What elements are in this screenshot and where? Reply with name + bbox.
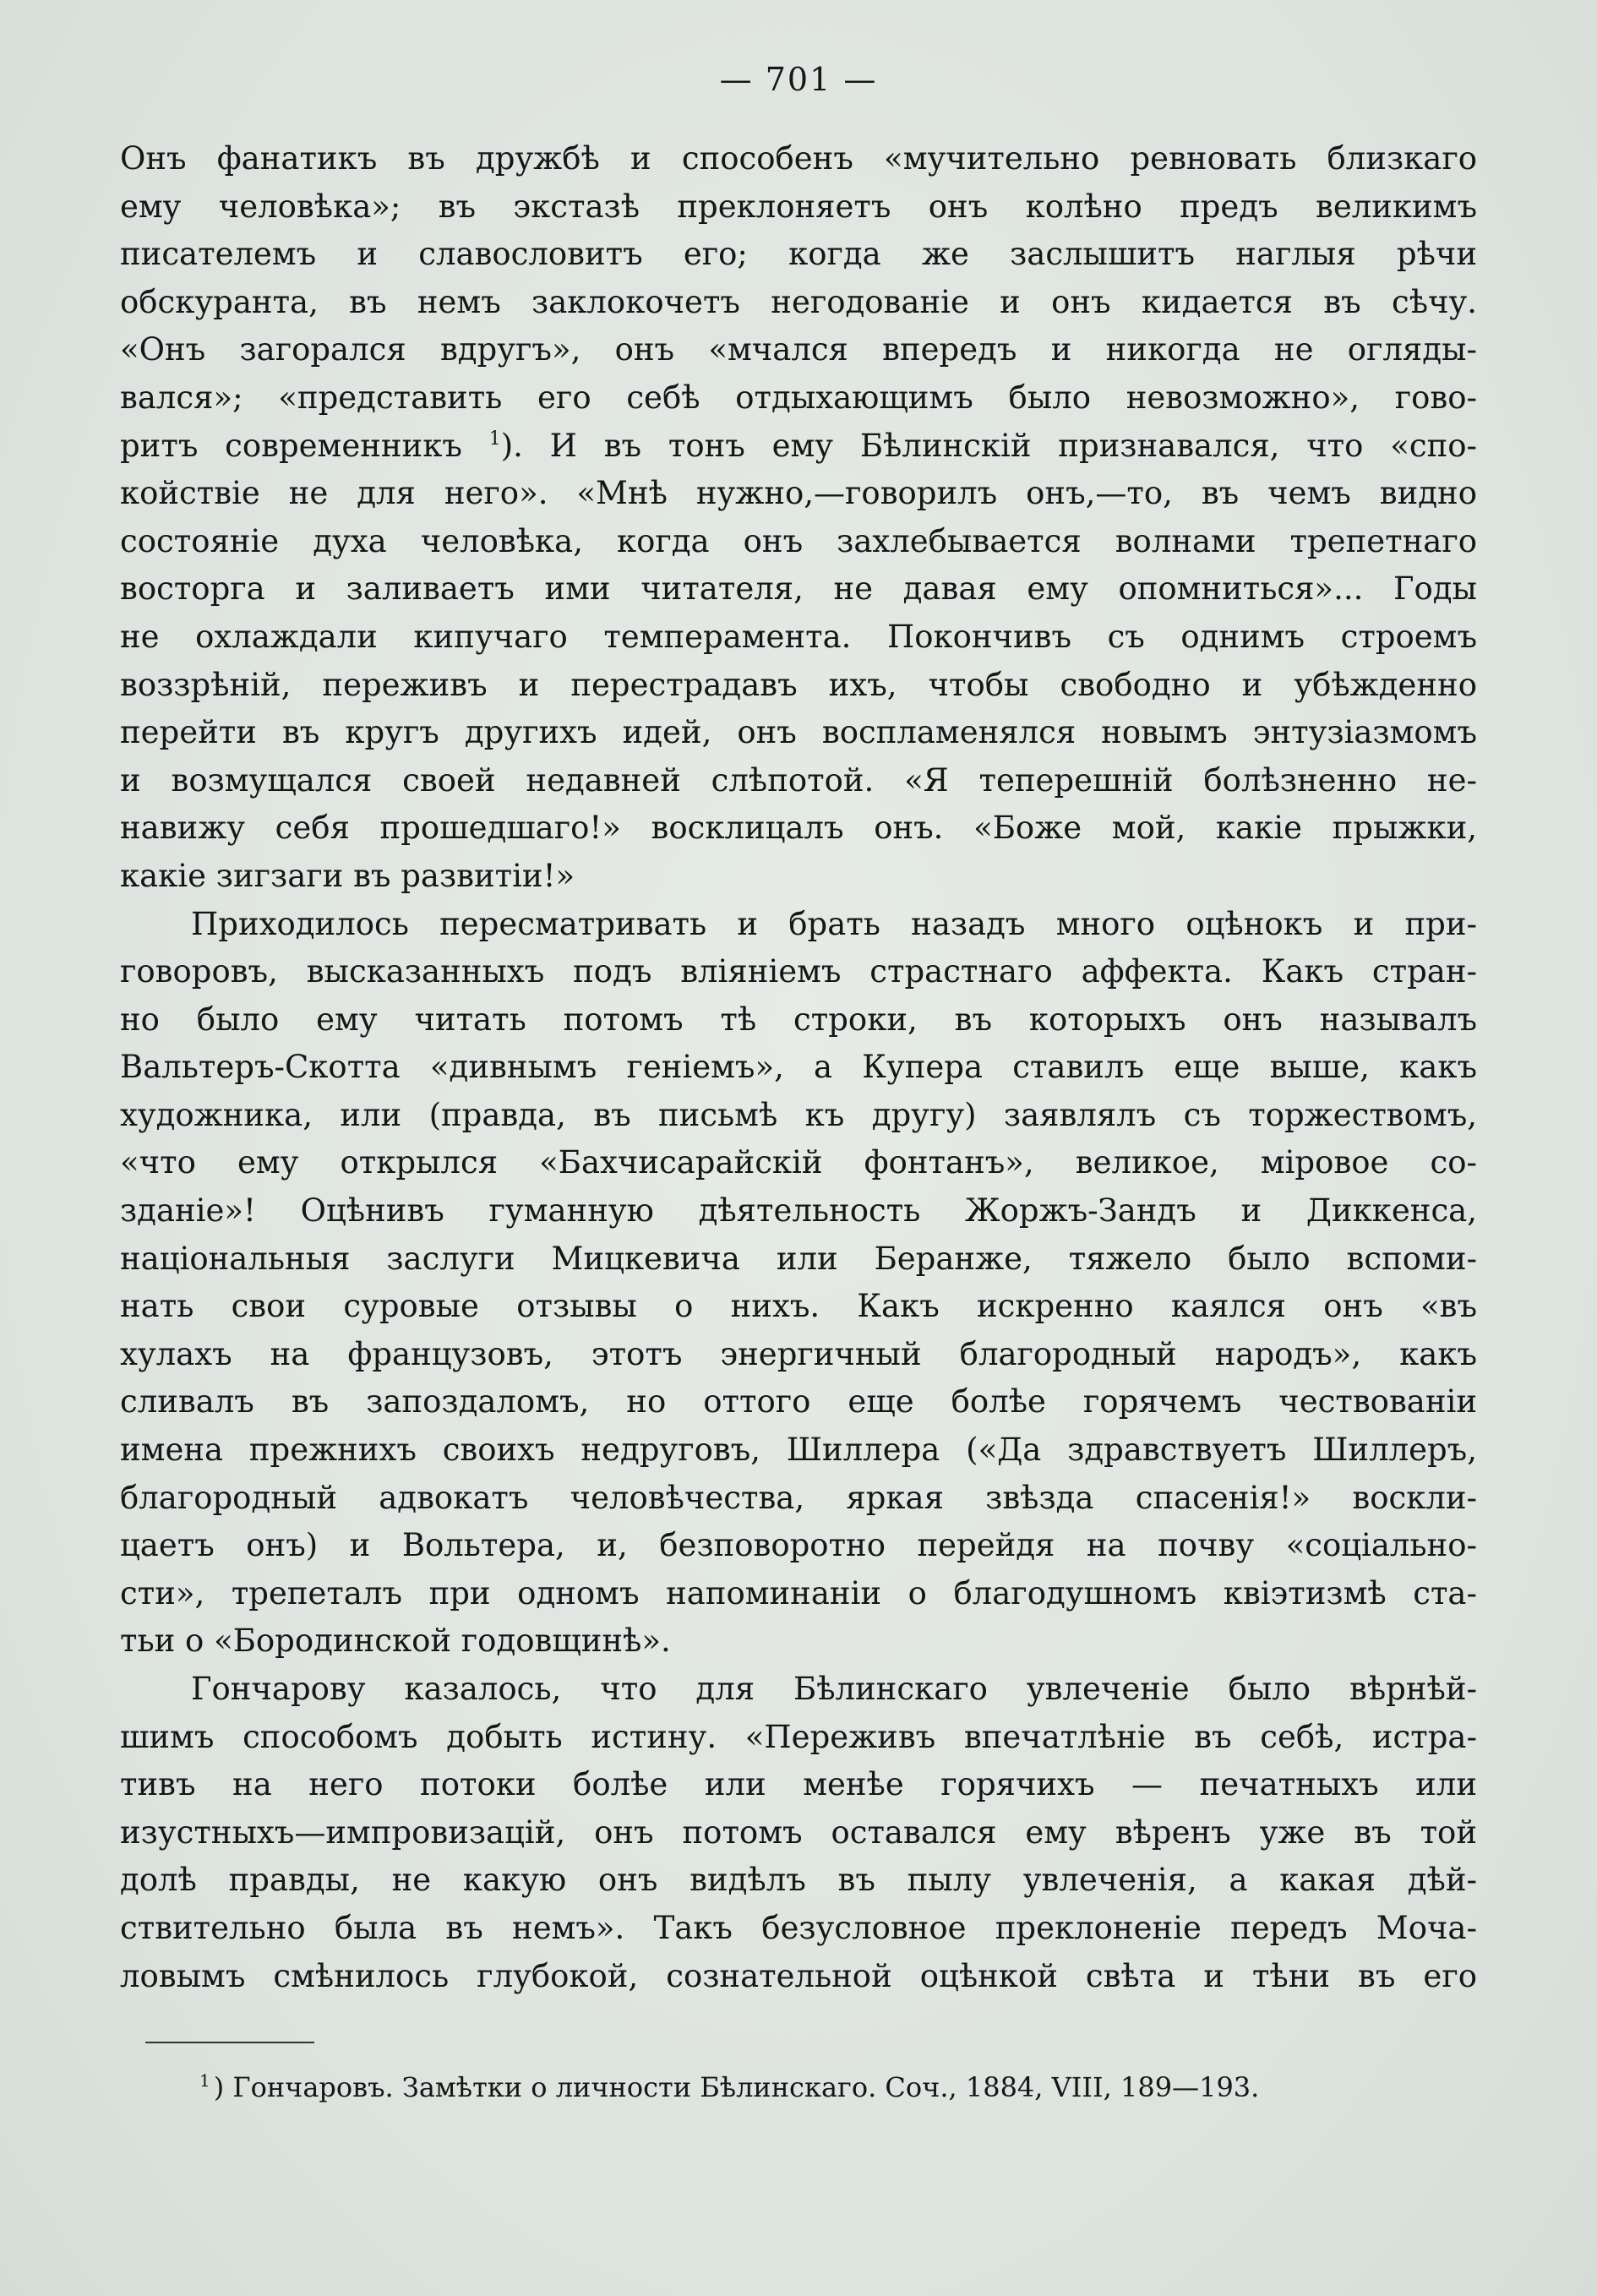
text-line: сти», трепеталъ при одномъ напоминаніи о благодушномъ квіэтизмѣ ста- <box>120 1574 1477 1612</box>
text-line: національныя заслуги Мицкевича или Беранже, тяжело было вспоми- <box>120 1240 1477 1277</box>
footnote-divider <box>145 2042 314 2043</box>
text-line: койствіе не для него». «Мнѣ нужно,—говорилъ онъ,—то, въ чемъ видно <box>120 475 1477 512</box>
text-line: какіе зигзаги въ развитіи!» <box>120 857 575 894</box>
body-text <box>120 135 1477 2000</box>
footnote-mark: 1 <box>199 2070 210 2091</box>
footnote <box>199 2069 1433 2106</box>
text-line: тьи о «Бородинской годовщинѣ». <box>120 1622 671 1660</box>
text-line: и возмущался своей недавней слѣпотой. «Я теперешній болѣзненно не- <box>120 761 1477 799</box>
text-line: Вальтеръ-Скотта «дивнымъ геніемъ», а Купера ставилъ еще выше, какъ <box>120 1049 1477 1086</box>
text-line: ему человѣка»; въ экстазѣ преклоняетъ онъ колѣно предъ великимъ <box>120 188 1477 225</box>
text-line: но было ему читать потомъ тѣ строки, въ которыхъ онъ называлъ <box>120 1001 1477 1038</box>
text-line: сливалъ въ запоздаломъ, но оттого еще болѣе горячемъ чествованіи <box>120 1383 1477 1421</box>
text-line: «Онъ загорался вдругъ», онъ «мчался впередъ и никогда не огляды- <box>120 331 1477 368</box>
text-line: хулахъ на французовъ, этотъ энергичный благородный народъ», какъ <box>120 1335 1477 1372</box>
text-line: восторга и заливаетъ ими читателя, не давая ему опомниться»... Годы <box>120 570 1477 608</box>
text-line: «что ему открылся «Бахчисарайскій фонтанъ», великое, міровое со- <box>120 1144 1477 1181</box>
text-line: нать свои суровые отзывы о нихъ. Какъ искренно каялся онъ «въ <box>120 1288 1477 1325</box>
text-line: долѣ правды, не какую онъ видѣлъ въ пылу увлеченія, а какая дѣй- <box>120 1862 1477 1899</box>
text-line: Онъ фанатикъ въ дружбѣ и способенъ «мучительно ревновать близкаго <box>120 140 1477 177</box>
text-line: не охлаждали кипучаго темперамента. Покончивъ съ однимъ строемъ <box>120 618 1477 655</box>
text-line: перейти въ кругъ другихъ идей, онъ воспламенялся новымъ энтузіазмомъ <box>120 714 1477 751</box>
text-line: навижу себя прошедшаго!» восклицалъ онъ. «Боже мой, какіе прыжки, <box>120 810 1477 847</box>
footnote-text: ) Гончаровъ. Замѣтки о личности Бѣлинскаго. Соч., 1884, VIII, 189—193. <box>213 2071 1260 2103</box>
text-line: обскуранта, въ немъ заклокочетъ негодованіе и онъ кидается въ сѣчу. <box>120 283 1477 320</box>
text-line: вался»; «представить его себѣ отдыхающимъ было невозможно», гово- <box>120 379 1477 416</box>
text-line: ловымъ смѣнилось глубокой, сознательной оцѣнкой свѣта и тѣни въ его <box>120 1957 1477 1994</box>
text-line: изустныхъ—импровизацій, онъ потомъ оставался ему вѣренъ уже въ той <box>120 1813 1477 1851</box>
paragraph-first-line: Приходилось пересматривать и брать назадъ много оцѣнокъ и при- <box>191 905 1477 942</box>
text-line: шимъ способомъ добыть истину. «Переживъ впечатлѣніе въ себѣ, истра- <box>120 1718 1477 1755</box>
page-number: — 701 — <box>719 61 878 98</box>
text-line: писателемъ и славословитъ его; когда же заслышитъ наглыя рѣчи <box>120 236 1477 273</box>
text-line-with-footnote-ref <box>120 423 1477 471</box>
text-fragment: ). И въ тонъ ему Бѣлинскій признавался, что «спо- <box>500 427 1478 464</box>
text-line: художника, или (правда, въ письмѣ къ другу) заявлялъ съ торжествомъ, <box>120 1096 1477 1133</box>
text-line: состояніе духа человѣка, когда онъ захлебывается волнами трепетнаго <box>120 522 1477 559</box>
text-line: цаетъ онъ) и Вольтера, и, безповоротно перейдя на почву «соціально- <box>120 1527 1477 1564</box>
text-line: зданіе»! Оцѣнивъ гуманную дѣятельность Жоржъ-Зандъ и Диккенса, <box>120 1192 1477 1230</box>
text-line: имена прежнихъ своихъ недруговъ, Шиллера («Да здравствуетъ Шиллеръ, <box>120 1432 1477 1469</box>
text-line: говоровъ, высказанныхъ подъ вліяніемъ страстнаго аффекта. Какъ стран- <box>120 953 1477 990</box>
text-line: ствительно была въ немъ». Такъ безусловное преклоненіе передъ Моча- <box>120 1909 1477 1946</box>
text-line: тивъ на него потоки болѣе или менѣе горячихъ — печатныхъ или <box>120 1766 1477 1803</box>
text-line: воззрѣній, переживъ и перестрадавъ ихъ, чтобы свободно и убѣжденно <box>120 666 1477 703</box>
text-line: благородный адвокатъ человѣчества, яркая звѣзда спасенія!» воскли- <box>120 1479 1477 1516</box>
paragraph-first-line: Гончарову казалось, что для Бѣлинскаго увлеченіе было вѣрнѣй- <box>191 1671 1477 1707</box>
text-fragment: ритъ современникъ <box>120 427 462 464</box>
footnote-reference: 1 <box>488 428 501 450</box>
